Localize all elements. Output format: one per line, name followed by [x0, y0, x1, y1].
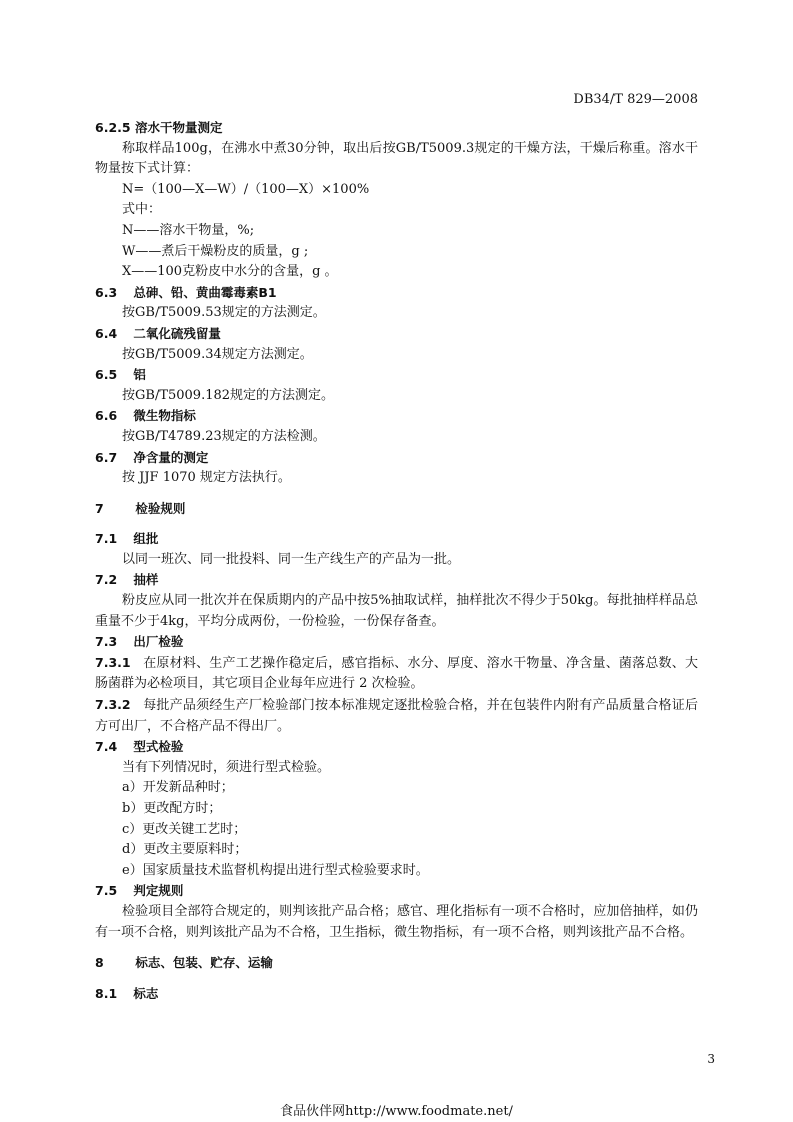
- clause-7-3-2: [95, 695, 698, 737]
- section-number: 8: [95, 955, 104, 971]
- page-number: 3: [707, 1052, 715, 1066]
- formula-def-x: X——100克粉皮中水分的含量，g 。: [122, 264, 338, 280]
- section-number: 6.5: [95, 367, 118, 383]
- section-heading-6-5: [95, 365, 698, 386]
- paragraph: 按GB/T5009.53规定的方法测定。: [122, 305, 326, 321]
- section-heading-6-3: [95, 283, 698, 304]
- section-heading-7-2: [95, 570, 698, 591]
- document-body: [95, 118, 698, 1004]
- section-number: 6.7: [95, 449, 118, 465]
- section-heading-7-4: [95, 737, 698, 758]
- section-title: 净含量的测定: [133, 449, 209, 465]
- paragraph: 按GB/T4789.23规定的方法检测。: [122, 428, 326, 444]
- clause-text: 每批产品须经生产厂检验部门按本标准规定逐批检验合格，并在包装件内附有产品质量合格证后方可出厂，不合格产品不得出厂。: [95, 698, 698, 734]
- footer-link[interactable]: 食品伙伴网http://www.foodmate.net/: [280, 1104, 513, 1119]
- section-number: 7.4: [95, 739, 118, 755]
- section-heading-6-4: [95, 324, 698, 345]
- list-item: e）国家质量技术监督机构提出进行型式检验要求时。: [122, 862, 429, 878]
- section-title: 标志: [133, 985, 159, 1001]
- section-title: 二氧化硫残留量: [133, 325, 221, 341]
- paragraph: 粉皮应从同一批次并在保质期内的产品中按5%抽取试样，抽样批次不得少于50kg。每批抽样样品总重量不少于4kg，平均分成两份，一份检验，一份保存备查。: [95, 593, 698, 629]
- section-number: 6.3: [95, 284, 118, 300]
- section-title: 铝: [133, 367, 146, 383]
- section-title: 总砷、铅、黄曲霉毒素B1: [133, 284, 277, 300]
- paragraph: 称取样品100g，在沸水中煮30分钟，取出后按GB/T5009.3规定的干燥方法，干燥后称重。溶水干物量按下式计算：: [95, 140, 698, 177]
- section-number: 7.3.1: [95, 654, 131, 670]
- section-heading-6-2-5: [95, 118, 698, 139]
- section-title: 标志、包装、贮存、运输: [135, 955, 273, 971]
- section-number: 7.3: [95, 634, 118, 650]
- section-heading-8-1: [95, 984, 698, 1005]
- section-number: 7.5: [95, 883, 118, 899]
- paragraph: 按GB/T5009.34规定方法测定。: [122, 346, 313, 362]
- clause-text: 在原材料、生产工艺操作稳定后，感官指标、水分、厚度、溶水干物量、净含量、菌落总数、大肠菌群为必检项目，其它项目企业每年应进行 2 次检验。: [95, 655, 698, 692]
- section-title: 抽样: [133, 572, 159, 588]
- list-item: a）开发新品种时；: [122, 780, 234, 796]
- section-title: 检验规则: [135, 500, 186, 516]
- list-item: d）更改主要原料时；: [122, 842, 248, 858]
- section-number: 7.2: [95, 572, 118, 588]
- section-number: 7.1: [95, 531, 118, 547]
- section-title: 溶水干物量测定: [134, 120, 223, 135]
- clause-7-3-1: [95, 653, 698, 695]
- section-title: 出厂检验: [133, 634, 184, 650]
- formula: N=（100—X—W）/（100—X）×100%: [122, 181, 370, 197]
- paragraph: 以同一班次、同一批投料、同一生产线生产的产品为一批。: [122, 551, 461, 567]
- chapter-heading-7: [95, 499, 698, 520]
- section-heading-7-5: [95, 881, 698, 902]
- chapter-heading-8: [95, 953, 698, 974]
- document-code: DB34/T 829—2008: [573, 92, 698, 107]
- section-heading-7-1: [95, 529, 698, 550]
- list-item: b）更改配方时；: [122, 801, 222, 816]
- paragraph: 按 JJF 1070 规定方法执行。: [122, 470, 291, 486]
- section-title: 判定规则: [133, 883, 184, 899]
- section-number: 7.3.2: [95, 697, 131, 713]
- section-heading-7-3: [95, 632, 698, 653]
- list-item: c）更改关键工艺时；: [122, 821, 247, 837]
- section-title: 微生物指标: [133, 408, 196, 424]
- section-heading-6-7: [95, 448, 698, 469]
- section-title: 组批: [133, 531, 159, 547]
- paragraph: 当有下列情况时，须进行型式检验。: [122, 759, 331, 775]
- section-title: 型式检验: [133, 739, 184, 755]
- section-number: 8.1: [95, 985, 118, 1001]
- formula-def-n: N——溶水干物量，%;: [122, 222, 255, 238]
- section-number: 6.2.5: [95, 120, 131, 135]
- section-number: 6.4: [95, 325, 118, 341]
- formula-def-w: W——煮后干燥粉皮的质量，g ;: [122, 243, 309, 259]
- section-number: 7: [95, 500, 104, 516]
- paragraph: 检验项目全部符合规定的，则判该批产品合格；感官、理化指标有一项不合格时，应加倍抽样，如仍有一项不合格，则判该批产品为不合格，卫生指标，微生物指标，有一项不合格，则判该批产品不合格。: [95, 903, 698, 940]
- paragraph: 按GB/T5009.182规定的方法测定。: [122, 387, 335, 403]
- section-number: 6.6: [95, 408, 118, 424]
- formula-where: 式中：: [122, 202, 162, 218]
- section-heading-6-6: [95, 406, 698, 427]
